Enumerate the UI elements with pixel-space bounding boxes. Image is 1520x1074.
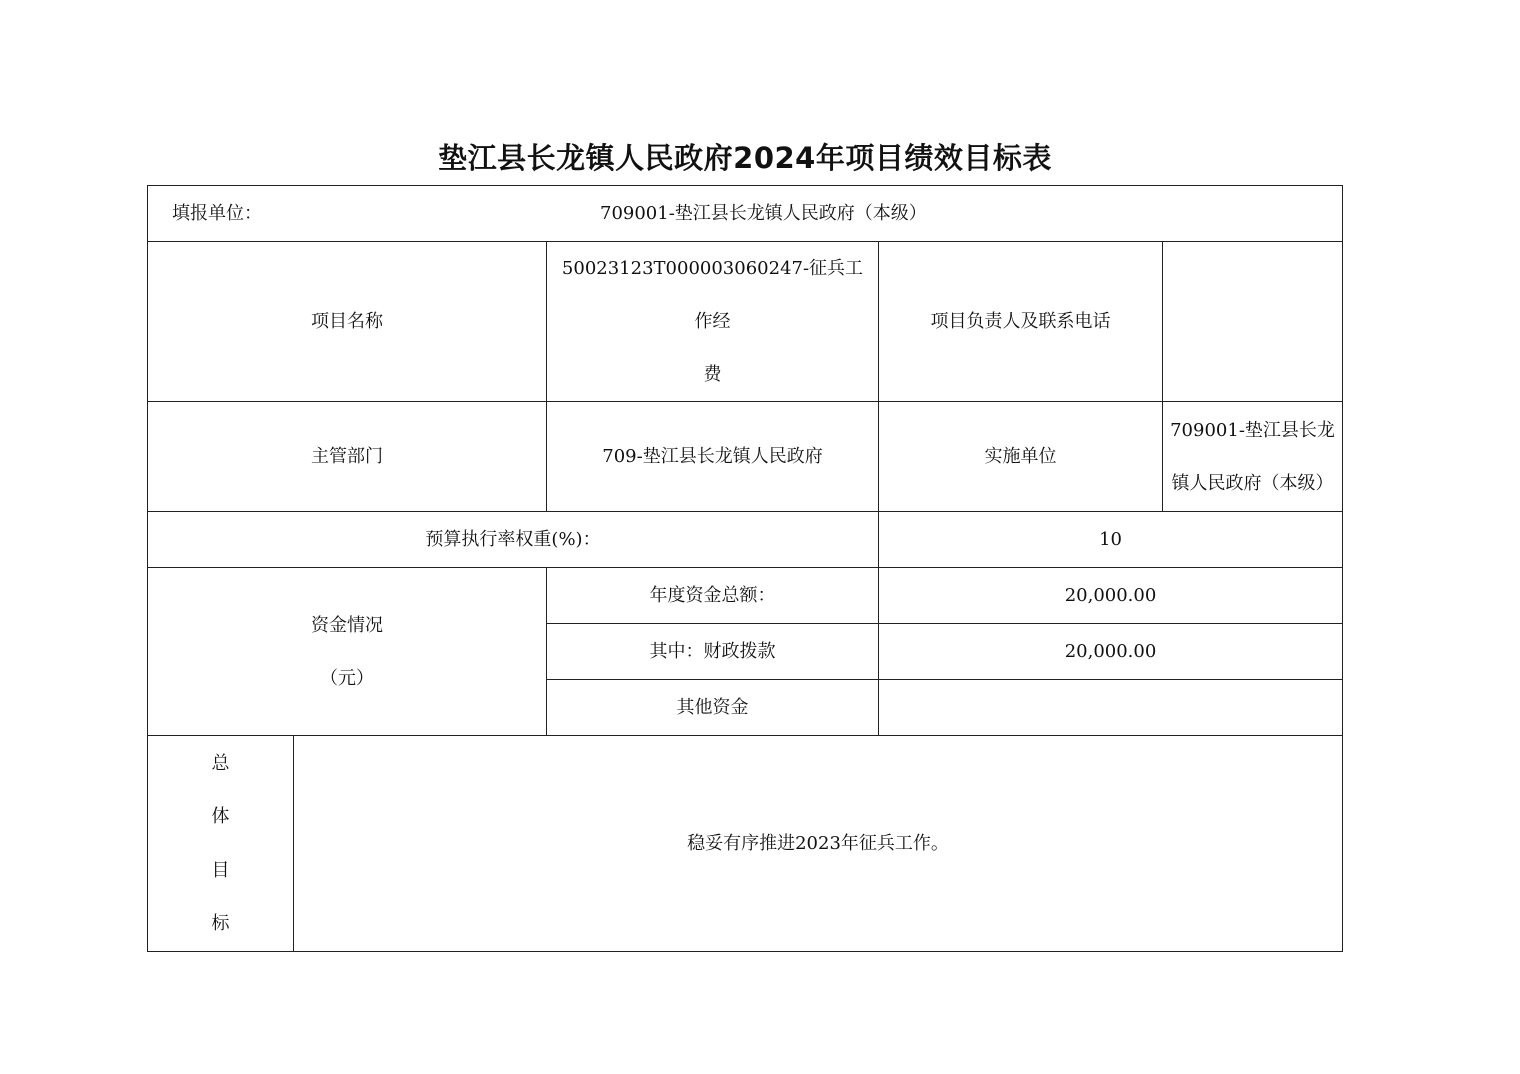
impl-unit-label: 实施单位 <box>879 402 1163 512</box>
overall-goal-char-2: 体 <box>211 806 230 827</box>
funds-label <box>148 568 547 736</box>
budget-rate-row <box>148 512 1343 568</box>
impl-unit-value <box>1163 402 1343 512</box>
budget-rate-value: 10 <box>879 512 1343 568</box>
report-unit-value: 709001-垫江县长龙镇人民政府（本级） <box>600 202 927 224</box>
impl-unit-line2: 镇人民政府（本级） <box>1171 472 1334 494</box>
project-name-value <box>547 242 879 402</box>
page-title: 垫江县长龙镇人民政府2024年项目绩效目标表 <box>438 141 1052 175</box>
funds-other-label: 其他资金 <box>547 680 879 736</box>
project-name-line2: 费 <box>703 364 722 385</box>
contact-label: 项目负责人及联系电话 <box>879 242 1163 402</box>
overall-goal-label <box>148 736 294 952</box>
report-unit-cell <box>148 186 1343 242</box>
funds-fiscal-label: 其中：财政拨款 <box>547 624 879 680</box>
report-unit-label: 填报单位： <box>172 202 262 224</box>
overall-goal-char-3: 目 <box>211 859 230 881</box>
overall-goal-char-4: 标 <box>211 913 230 934</box>
department-value: 709-垫江县长龙镇人民政府 <box>547 402 879 512</box>
contact-value <box>1163 242 1343 402</box>
performance-goal-table <box>147 185 1343 952</box>
department-row <box>148 402 1343 512</box>
overall-goal-row <box>148 736 1343 952</box>
funds-other-value <box>879 680 1343 736</box>
funds-label-line2: （元） <box>320 667 374 689</box>
funds-total-value: 20,000.00 <box>879 568 1343 624</box>
funds-total-label: 年度资金总额： <box>547 568 879 624</box>
funds-label-line1: 资金情况 <box>311 614 383 636</box>
impl-unit-line1: 709001-垫江县长龙 <box>1170 419 1335 441</box>
project-name-label: 项目名称 <box>148 242 547 402</box>
report-unit-row <box>148 186 1343 242</box>
department-label: 主管部门 <box>148 402 547 512</box>
budget-rate-label: 预算执行率权重(%)： <box>148 512 879 568</box>
project-row <box>148 242 1343 402</box>
overall-goal-char-1: 总 <box>211 752 230 774</box>
funds-fiscal-value: 20,000.00 <box>879 624 1343 680</box>
project-name-line1: 50023123T000003060247-征兵工作经 <box>561 258 864 332</box>
overall-goal-text: 稳妥有序推进2023年征兵工作。 <box>294 736 1343 952</box>
funds-row-total <box>148 568 1343 624</box>
